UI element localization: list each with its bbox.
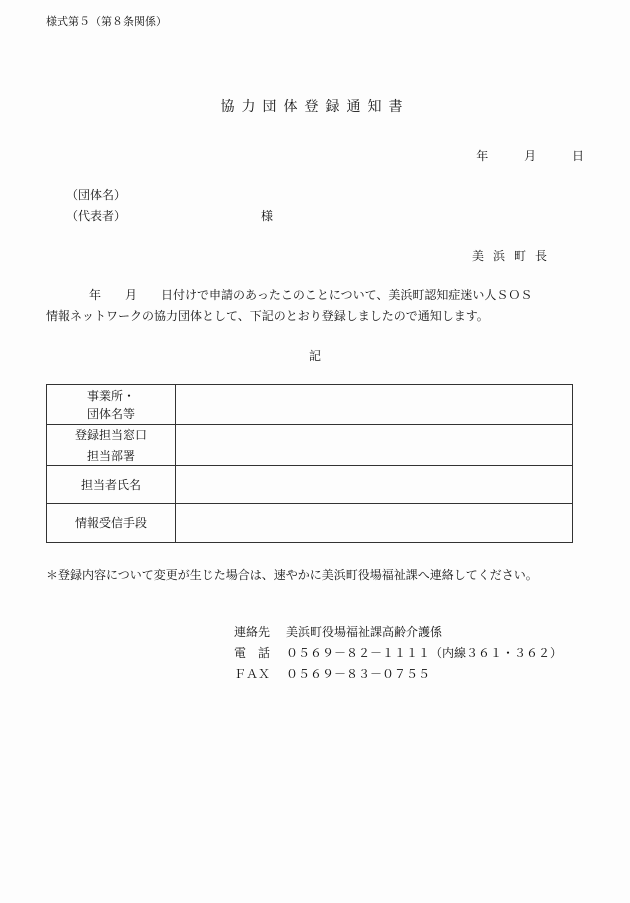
recipient-org-label: （団体名）: [66, 188, 127, 202]
form-number: 様式第５（第８条関係）: [46, 15, 167, 28]
row-label: [47, 385, 176, 425]
contact-row: [234, 622, 562, 643]
phone-row: [234, 643, 562, 664]
row-value: [176, 466, 573, 504]
row-label-line: 団体名等: [86, 406, 135, 421]
row-label: [47, 425, 176, 466]
recipient-honorific: 様: [261, 209, 274, 223]
body-line-1: 年 月 日付けで申請のあったこのことについて、美浜町認知症迷い人ＳＯＳ: [89, 288, 533, 302]
row-value: [176, 385, 573, 425]
row-label: 担当者氏名: [47, 466, 176, 504]
row-value: [176, 504, 573, 543]
row-label-line: 登録担当窓口: [74, 427, 147, 442]
recipient-rep-label: （代表者）: [66, 209, 127, 223]
row-label-line: 事業所・: [86, 388, 135, 403]
body-line-2: 情報ネットワークの協力団体として、下記のとおり登録しましたので通知します。: [46, 309, 489, 323]
date-month: 月: [524, 149, 537, 163]
contact-office: 美浜町役場福祉課高齢介護係: [286, 625, 443, 639]
contact-block: [234, 622, 562, 685]
date-line: [458, 147, 584, 164]
table-row: [47, 425, 573, 466]
table-row: [47, 504, 573, 543]
ki-heading: 記: [308, 349, 321, 363]
table-row: [47, 466, 573, 504]
row-label-line: 担当部署: [86, 448, 135, 463]
fax-label: ＦＡＸ: [234, 667, 271, 681]
row-label: 情報受信手段: [47, 504, 176, 543]
phone-label: 電 話: [234, 646, 271, 660]
fax-row: [234, 664, 562, 685]
body-text: [46, 285, 586, 327]
registration-info-table: [46, 384, 573, 543]
phone-number: ０５６９－８２－１１１１（内線３６１・３６２）: [286, 646, 563, 660]
change-notice: ＊登録内容について変更が生じた場合は、速やかに美浜町役場福祉課へ連絡してください。: [46, 568, 538, 582]
row-value: [176, 425, 573, 466]
date-year: 年: [476, 149, 489, 163]
document-title: 協力団体登録通知書: [220, 99, 410, 115]
fax-number: ０５６９－８３－０７５５: [286, 667, 431, 681]
contact-label: 連絡先: [234, 625, 271, 639]
sender-name: 美浜町長: [471, 249, 556, 263]
date-day: 日: [571, 149, 584, 163]
table-row: [47, 385, 573, 425]
